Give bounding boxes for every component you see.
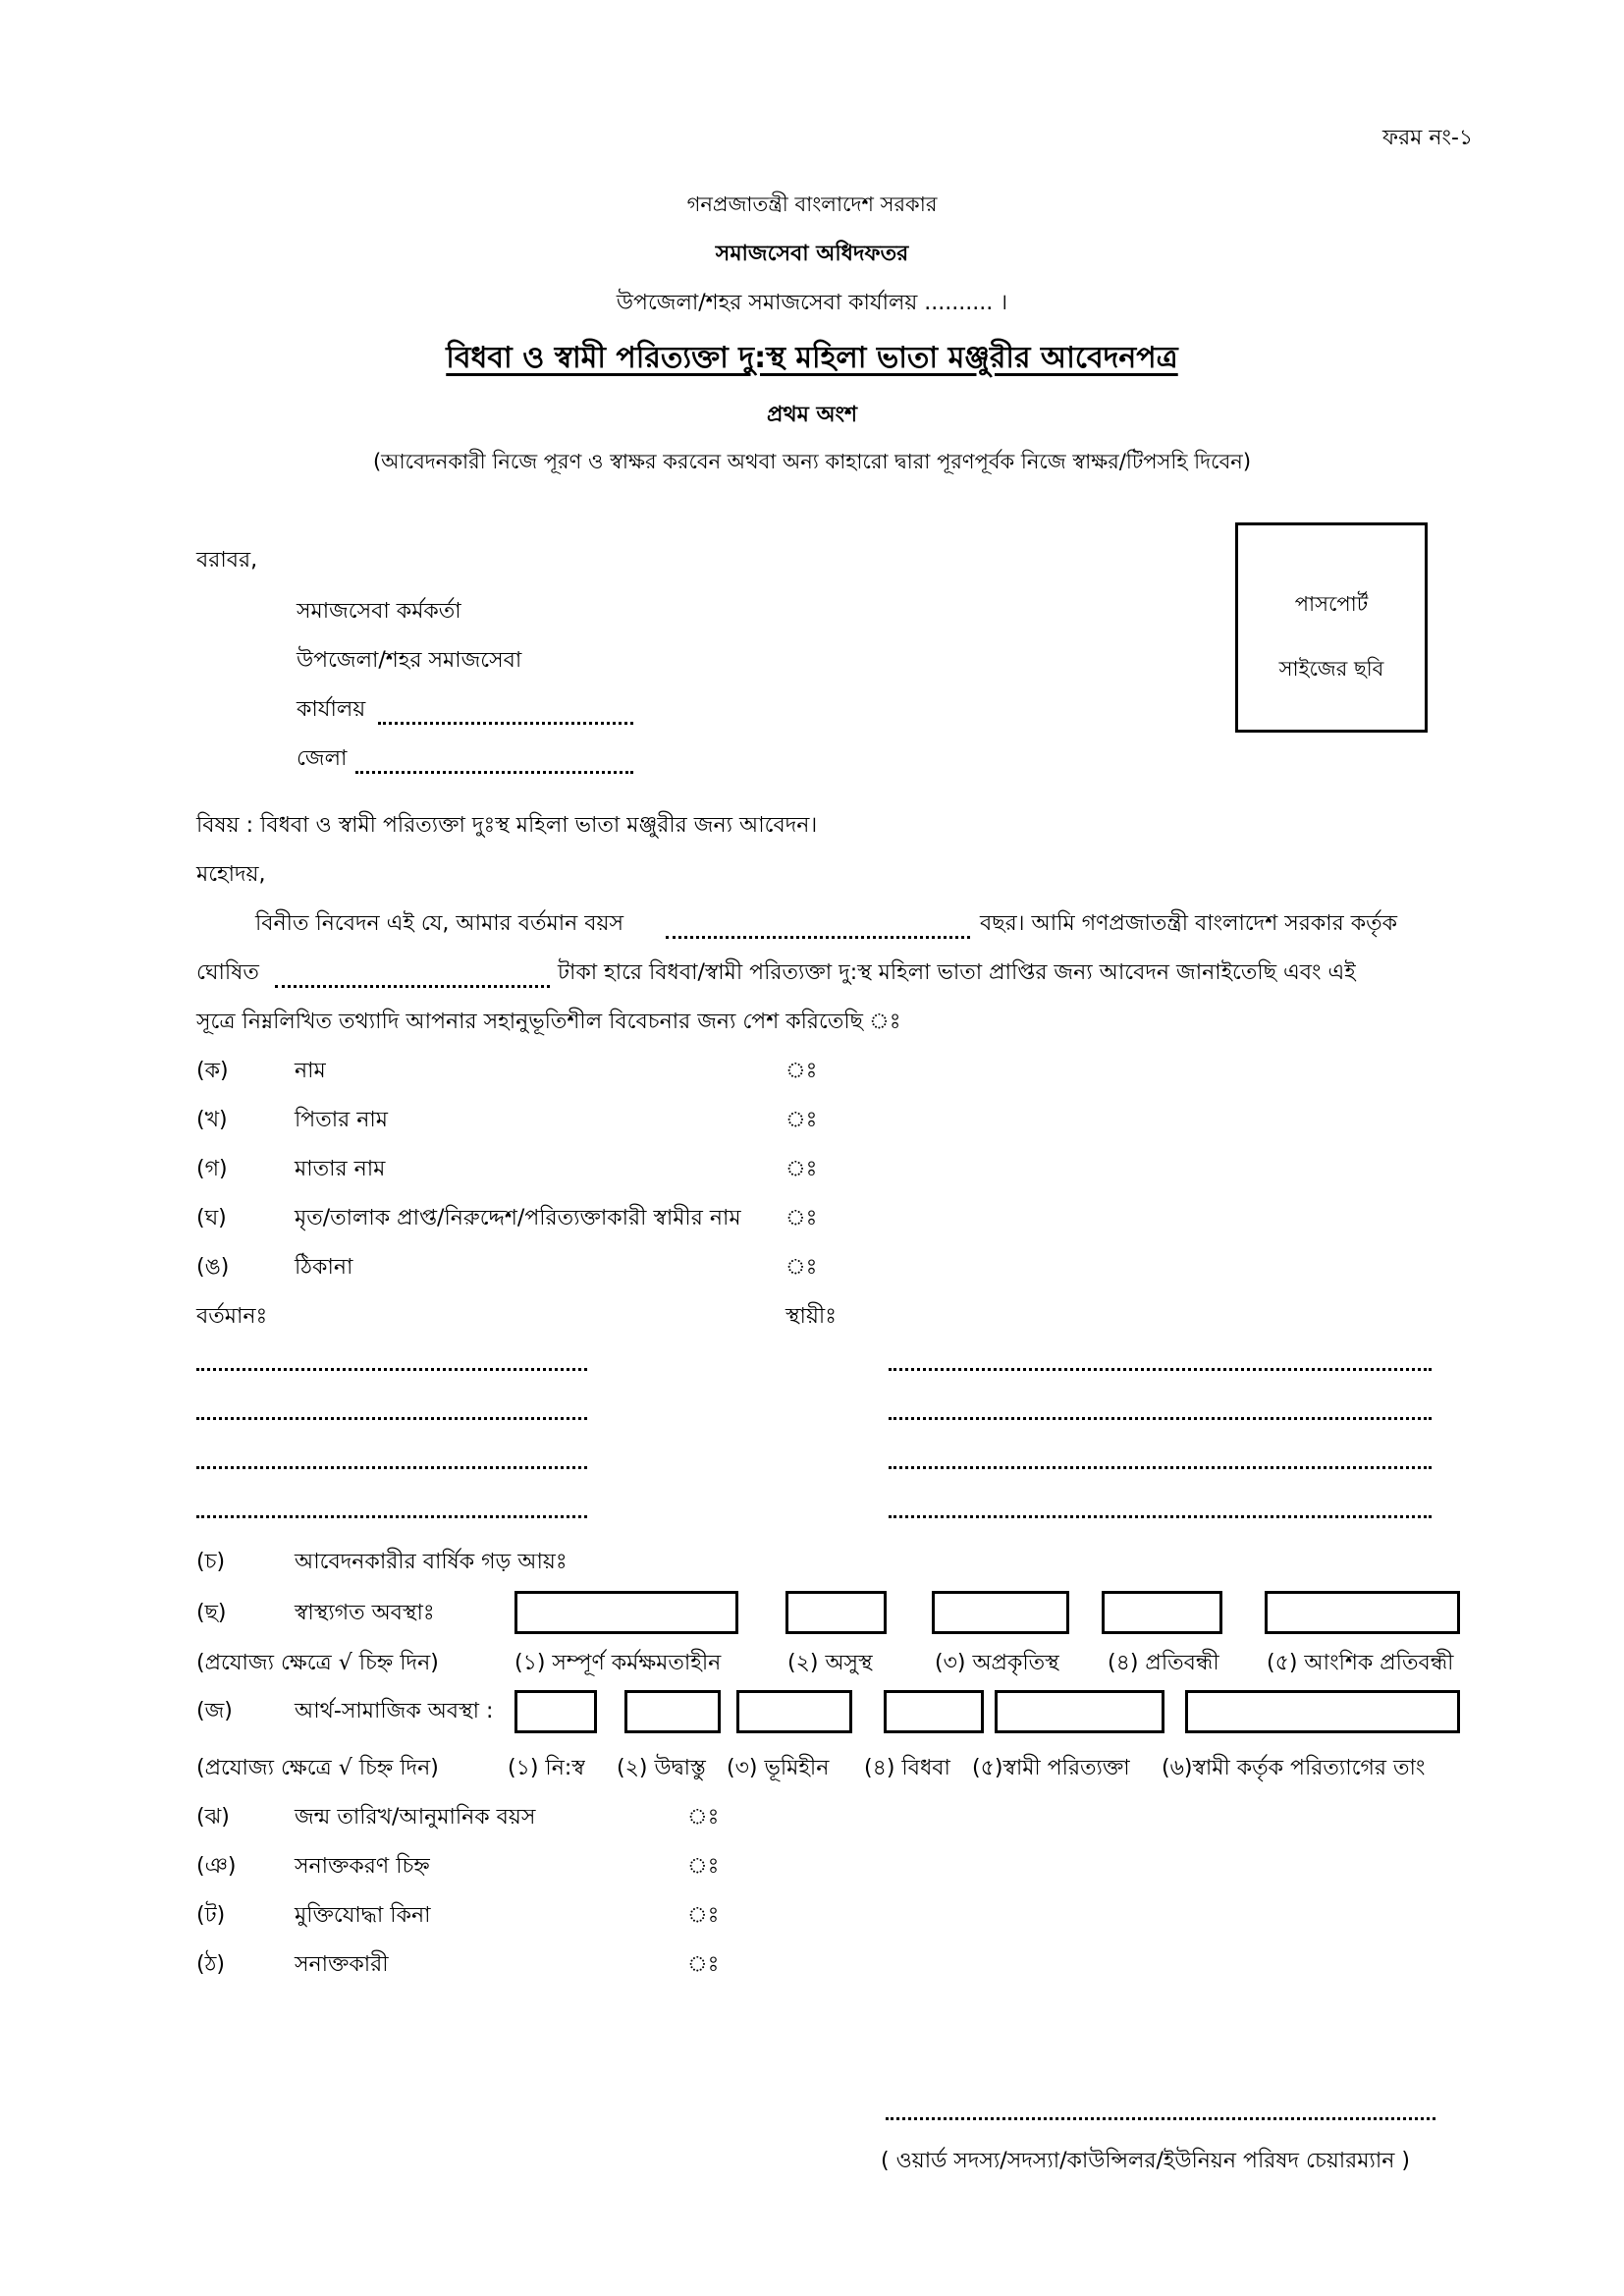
photo-label-line1: পাসপোর্ট <box>1294 592 1369 616</box>
permanent-address-line[interactable] <box>889 1466 1432 1469</box>
permanent-address-line[interactable] <box>889 1368 1432 1371</box>
socio-label: আর্থ-সামাজিক অবস্থা : <box>295 1699 494 1723</box>
health-hint: (প্রযোজ্য ক্ষেত্রে √ চিহ্ন দিন) <box>196 1651 439 1675</box>
field-colon: ঃ <box>785 1108 818 1132</box>
body-line1-start: বিনীত নিবেদন এই যে, আমার বর্তমান বয়স <box>255 911 623 936</box>
health-option-4: (৪) প্রতিবন্ধী <box>1108 1651 1219 1675</box>
field-key: (ঝ) <box>196 1805 230 1830</box>
permanent-address-line[interactable] <box>889 1515 1432 1518</box>
field-colon: ঃ <box>687 1854 720 1879</box>
age-field[interactable] <box>666 936 970 939</box>
salutation: মহোদয়, <box>196 862 266 887</box>
field-label-address: ঠিকানা <box>295 1255 353 1280</box>
field-key: (খ) <box>196 1108 228 1132</box>
office-field[interactable] <box>378 722 633 725</box>
field-colon: ঃ <box>785 1255 818 1280</box>
income-label: আবেদনকারীর বার্ষিক গড় আয়ঃ <box>295 1550 568 1574</box>
passport-photo-box[interactable] <box>1235 522 1428 733</box>
amount-field[interactable] <box>275 985 550 988</box>
form-number: ফরম নং-১ <box>1382 126 1474 150</box>
socio-key: (জ) <box>196 1699 233 1723</box>
field-colon: ঃ <box>687 1903 720 1928</box>
health-option-5: (৫) আংশিক প্রতিবন্ধী <box>1267 1651 1454 1675</box>
health-option-2: (২) অসুস্থ <box>787 1651 873 1675</box>
field-label-father-name: পিতার নাম <box>295 1108 388 1132</box>
instruction-text: (আবেদনকারী নিজে পূরণ ও স্বাক্ষর করবেন অথবা অন্য কাহারো দ্বারা পূরণপূর্বক নিজে স্বাক্ষর/টিপসহি দিবেন) <box>372 450 1252 473</box>
socio-option-3: (৩) ভূমিহীন <box>727 1756 830 1780</box>
signature-line[interactable] <box>886 2117 1435 2120</box>
present-address-line[interactable] <box>196 1515 587 1518</box>
permanent-address-line[interactable] <box>889 1417 1432 1420</box>
present-address-line[interactable] <box>196 1368 587 1371</box>
field-label-name: নাম <box>295 1059 326 1083</box>
socio-checkbox-6[interactable] <box>1185 1690 1460 1733</box>
permanent-address-label: স্থায়ীঃ <box>785 1304 837 1329</box>
field-colon: ঃ <box>687 1952 720 1977</box>
socio-option-6: (৬)স্বামী কর্তৃক পরিত্যাগের তাং <box>1162 1756 1426 1780</box>
field-label-identification-mark: সনাক্তকরণ চিহ্ন <box>295 1854 430 1879</box>
health-checkbox-2[interactable] <box>785 1591 887 1634</box>
present-address-label: বর্তমানঃ <box>196 1304 268 1329</box>
field-key: (ক) <box>196 1059 229 1083</box>
addressee-line2: উপজেলা/শহর সমাজসেবা <box>297 648 522 673</box>
socio-checkbox-4[interactable] <box>884 1690 984 1733</box>
field-key: (ঠ) <box>196 1952 225 1977</box>
signature-caption: ( ওয়ার্ড সদস্য/সদস্যা/কাউন্সিলর/ইউনিয়ন পরিষদ চেয়ারম্যান ) <box>881 2149 1410 2173</box>
socio-option-4: (৪) বিধবা <box>864 1756 950 1780</box>
body-line2-end: টাকা হারে বিধবা/স্বামী পরিত্যক্তা দু:স্থ মহিলা ভাতা প্রাপ্তির জন্য আবেদন জানাইতেছি এবং এই <box>558 960 1356 985</box>
health-option-3: (৩) অপ্রকৃতিস্থ <box>935 1651 1059 1675</box>
socio-checkbox-2[interactable] <box>624 1690 721 1733</box>
health-key: (ছ) <box>196 1601 227 1625</box>
field-label-mother-name: মাতার নাম <box>295 1157 386 1181</box>
government-name: গনপ্রজাতন্ত্রী বাংলাদেশ সরকার <box>686 192 938 216</box>
health-checkbox-3[interactable] <box>932 1591 1069 1634</box>
income-key: (চ) <box>196 1550 226 1574</box>
socio-option-2: (২) উদ্বাস্তু <box>617 1756 706 1780</box>
field-colon: ঃ <box>785 1157 818 1181</box>
addressee-line1: সমাজসেবা কর্মকর্তা <box>297 599 461 624</box>
socio-checkbox-3[interactable] <box>736 1690 852 1733</box>
health-checkbox-4[interactable] <box>1102 1591 1222 1634</box>
part-label: প্রথম অংশ <box>766 403 858 427</box>
socio-option-5: (৫)স্বামী পরিত্যক্তা <box>972 1756 1130 1780</box>
field-label-identifier: সনাক্তকারী <box>295 1952 389 1977</box>
body-line3: সূত্রে নিম্নলিখিত তথ্যাদি আপনার সহানুভূতিশীল বিবেচনার জন্য পেশ করিতেছি ঃ <box>196 1010 901 1034</box>
socio-checkbox-5[interactable] <box>995 1690 1164 1733</box>
field-colon: ঃ <box>687 1805 720 1830</box>
socio-checkbox-1[interactable] <box>514 1690 597 1733</box>
to-label: বরাবর, <box>196 548 258 573</box>
field-colon: ঃ <box>785 1059 818 1083</box>
body-line1-end: বছর। আমি গণপ্রজাতন্ত্রী বাংলাদেশ সরকার কর্তৃক <box>980 911 1398 936</box>
office-line: উপজেলা/শহর সমাজসেবা কার্যালয় .......... । <box>616 291 1008 315</box>
field-label-birth-date: জন্ম তারিখ/আনুমানিক বয়স <box>295 1805 536 1830</box>
office-label: কার্যালয় <box>297 697 366 722</box>
subject-line: বিষয় : বিধবা ও স্বামী পরিত্যক্তা দুঃস্থ মহিলা ভাতা মঞ্জুরীর জন্য আবেদন। <box>196 813 818 838</box>
health-label: স্বাস্থ্যগত অবস্থাঃ <box>295 1601 435 1625</box>
present-address-line[interactable] <box>196 1466 587 1469</box>
health-checkbox-5[interactable] <box>1265 1591 1460 1634</box>
field-key: (ঘ) <box>196 1206 227 1230</box>
field-key: (ঞ) <box>196 1854 237 1879</box>
field-colon: ঃ <box>785 1206 818 1230</box>
health-option-1: (১) সম্পূর্ণ কর্মক্ষমতাহীন <box>514 1651 722 1675</box>
district-field[interactable] <box>355 771 633 774</box>
field-key: (ঙ) <box>196 1255 230 1280</box>
present-address-line[interactable] <box>196 1417 587 1420</box>
field-label-freedom-fighter: মুক্তিযোদ্ধা কিনা <box>295 1903 431 1928</box>
photo-label-line2: সাইজের ছবি <box>1278 657 1384 681</box>
body-line2-start: ঘোষিত <box>196 960 259 985</box>
field-key: (ট) <box>196 1903 226 1928</box>
socio-option-1: (১) নি:স্ব <box>508 1756 585 1780</box>
field-key: (গ) <box>196 1157 228 1181</box>
socio-hint: (প্রযোজ্য ক্ষেত্রে √ চিহ্ন দিন) <box>196 1756 439 1780</box>
form-title: বিধবা ও স্বামী পরিত্যক্তা দু:স্থ মহিলা ভাতা মঞ্জুরীর আবেদনপত্র <box>446 341 1178 375</box>
health-checkbox-1[interactable] <box>514 1591 738 1634</box>
department-name: সমাজসেবা অধিদফতর <box>715 242 909 266</box>
field-label-husband-name: মৃত/তালাক প্রাপ্ত/নিরুদ্দেশ/পরিত্যক্তাকারী স্বামীর নাম <box>295 1206 741 1230</box>
district-label: জেলা <box>297 746 348 771</box>
